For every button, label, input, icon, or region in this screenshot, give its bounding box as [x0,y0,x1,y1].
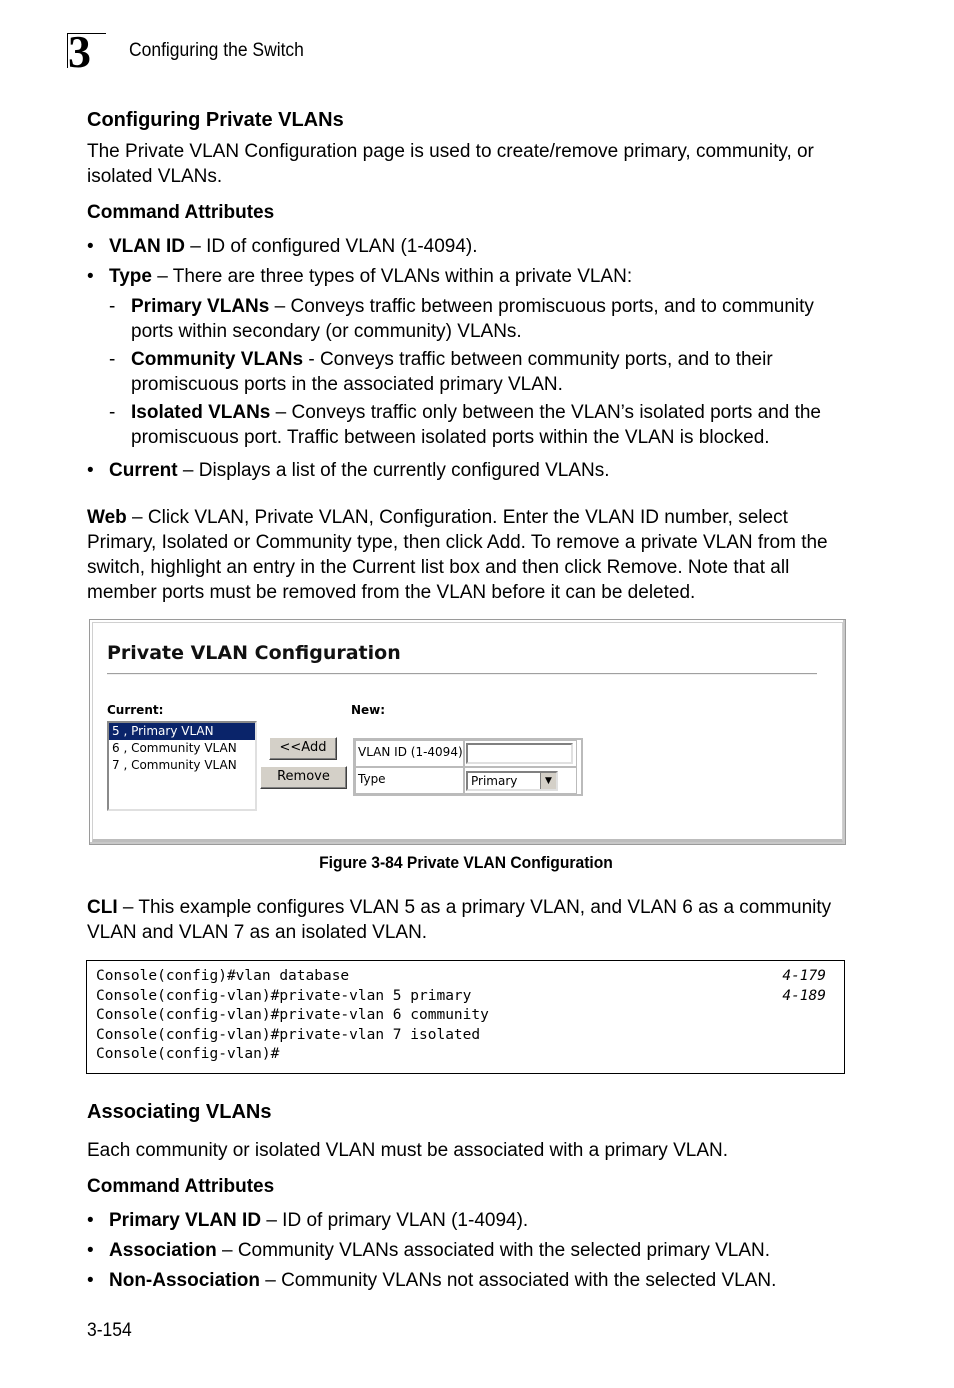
vlan-id-input[interactable] [466,743,573,764]
current-label: Current: [107,703,164,717]
code-line: Console(config-vlan)#private-vlan 6 community [96,1007,489,1023]
bullet-marker: • [87,1240,94,1261]
bullet-marker: • [87,266,94,287]
code-line: Console(config-vlan)# [96,1046,280,1062]
code-line: Console(config-vlan)#private-vlan 5 primary [96,987,472,1004]
sub-isolated-vlans: Isolated VLANs – Conveys traffic only between the VLAN’s isolated ports and the promiscuous port. Traffic between isolated ports within the VLAN is blocked. [131,402,821,448]
section-intro: Each community or isolated VLAN must be associated with a primary VLAN. [87,1140,728,1161]
chevron-down-icon[interactable]: ▼ [540,773,556,789]
add-button[interactable]: <<Add [269,737,337,760]
chapter-number: 3 [68,26,91,77]
bullet-marker: • [87,1210,94,1231]
private-vlan-config-figure [89,619,846,845]
code-reference: 4-189 [782,987,826,1004]
attributes-heading: Command Attributes [87,202,275,223]
type-select[interactable] [466,771,558,791]
sub-community-vlans: Community VLANs - Conveys traffic between community ports, and to their promiscuous ports in the associated primary VLAN. [131,349,773,395]
type-label: Type [355,767,464,794]
bullet-marker: • [87,236,94,257]
figure-frame [92,622,843,842]
bullet-current: Current – Displays a list of the currently configured VLANs. [109,460,610,481]
code-reference: 4-179 [782,968,826,984]
cli-code-box [86,960,845,1074]
dash-marker: - [109,349,116,370]
figure-caption: Figure 3-84 Private VLAN Configuration [319,853,613,872]
attributes-heading: Command Attributes [87,1176,275,1197]
bullet-association: Association – Community VLANs associated with the selected primary VLAN. [109,1240,771,1261]
figure-divider [107,673,817,675]
vlan-id-label: VLAN ID (1-4094) [355,740,464,767]
figure-title: Private VLAN Configuration [107,642,401,664]
section-intro: The Private VLAN Configuration page is used to create/remove primary, community, or isolated VLANs. [87,141,814,187]
section-title: Configuring Private VLANs [87,109,344,131]
vlan-id-cell [464,740,577,767]
running-title: Configuring the Switch [129,40,304,61]
bullet-marker: • [87,1270,94,1291]
bullet-primary-vlan-id: Primary VLAN ID – ID of primary VLAN (1-4094). [109,1210,529,1231]
web-paragraph: Web – Click VLAN, Private VLAN, Configuration. Enter the VLAN ID number, select Primary, Isolated or Community type, then click Add. To remove a private VLAN from the switch, highlight an entry in the Current list box and then click Remove. Note that all member ports must be removed from the VLAN before it can be deleted. [87,507,828,603]
dash-marker: - [109,402,116,423]
list-item[interactable]: 5 , Primary VLAN [109,723,255,740]
new-vlan-form [353,738,583,796]
code-line: Console(config-vlan)#private-vlan 7 isolated [96,1026,481,1043]
section-title: Associating VLANs [87,1101,272,1123]
dash-marker: - [109,296,116,317]
cli-paragraph: CLI – This example configures VLAN 5 as a primary VLAN, and VLAN 6 as a community VLAN and VLAN 7 as an isolated VLAN. [87,897,832,943]
bullet-vlan-id: VLAN ID – ID of configured VLAN (1-4094). [109,236,478,257]
type-cell [464,767,577,794]
list-item[interactable]: 7 , Community VLAN [112,758,237,772]
type-selected-value: Primary [471,774,518,788]
bullet-non-association: Non-Association – Community VLANs not associated with the selected VLAN. [109,1270,777,1291]
page-number: 3-154 [87,1320,132,1341]
remove-button[interactable]: Remove [260,766,347,789]
current-vlan-listbox[interactable] [107,721,257,811]
sub-primary-vlans: Primary VLANs – Conveys traffic between promiscuous ports, and to community ports within secondary (or community) VLANs. [131,296,814,342]
bullet-marker: • [87,460,94,481]
list-item[interactable]: 6 , Community VLAN [112,741,237,755]
bullet-type: Type – There are three types of VLANs within a private VLAN: [109,266,633,287]
new-label: New: [351,703,386,717]
code-line: Console(config)#vlan database [96,968,350,984]
